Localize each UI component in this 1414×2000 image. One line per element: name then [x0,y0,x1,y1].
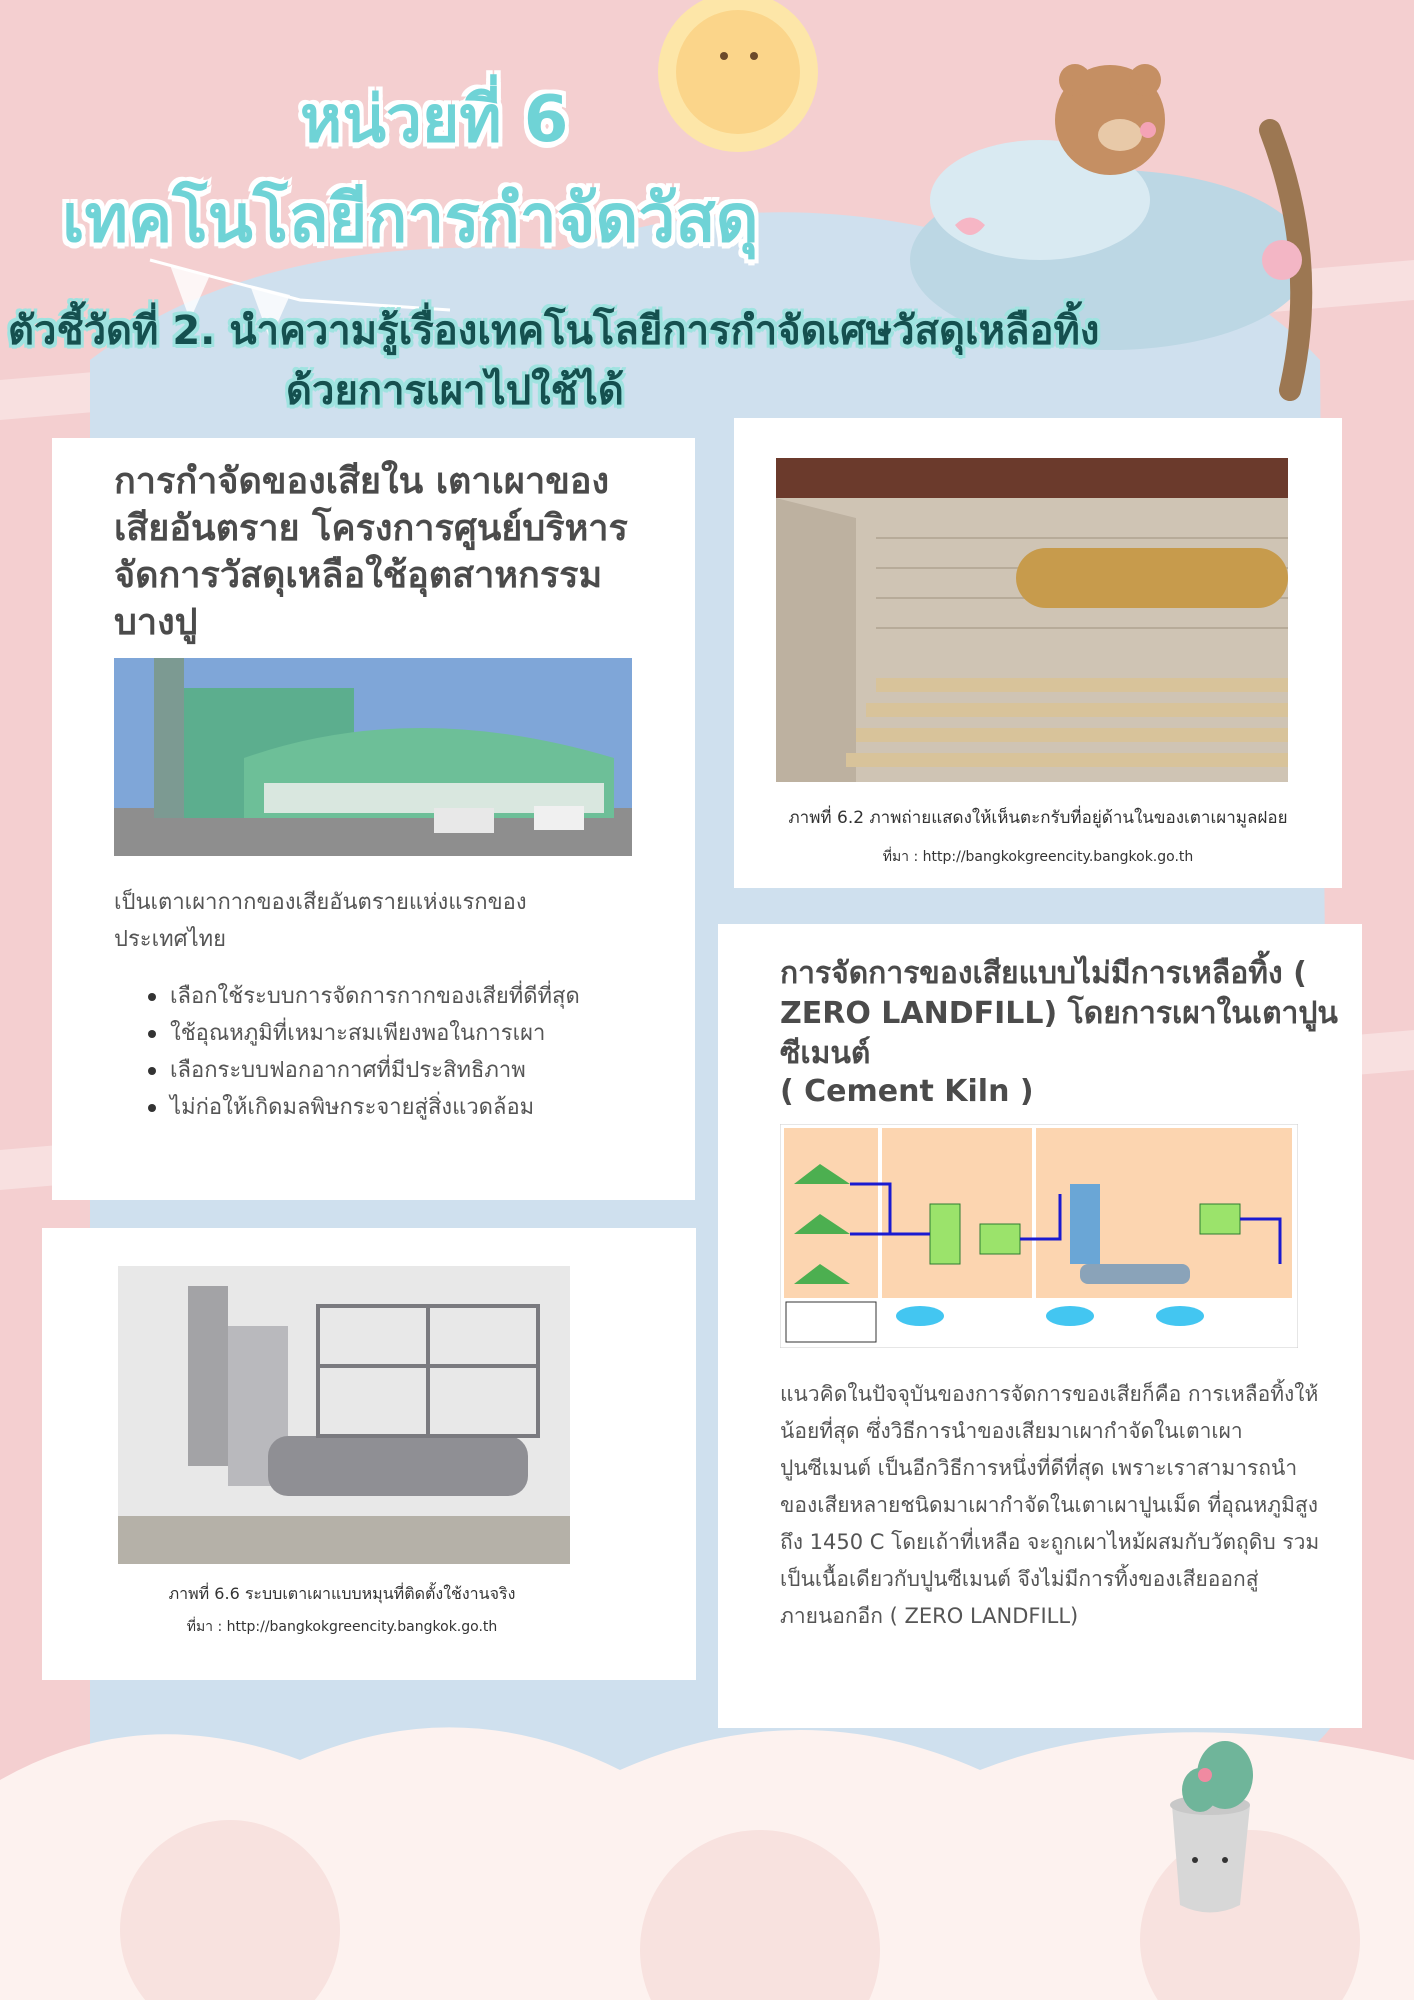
unit-title: หน่วยที่ 6 [300,83,569,157]
bangpu-heading: การกำจัดของเสียใน เตาเผาของเสียอันตราย โครงการศูนย์บริหารจัดการวัสดุเหลือใช้อุตสาหกรรม บางปู [114,461,628,643]
cement-kiln-panel [718,924,1362,1728]
bullet-text: เลือกใช้ระบบการจัดการกากของเสียที่ดีที่สุด [170,984,580,1009]
grate-source: ที่มา : http://bangkokgreencity.bangkok.go.th [882,849,1194,865]
grate-panel [734,418,1342,888]
cement-description: แนวคิดในปัจจุบันของการจัดการของเสียก็คือ การเหลือทิ้งให้น้อยที่สุด ซึ่งวิธีการนำของเสียมาเผากำจัดในเตาเผาปูนซีเมนต์ เป็นอีกวิธีการหนึ่งที่ดีที่สุด เพราะเราสามารถนำของเสียหลายชนิดมาเผากำจัดในเตาเผาปูนเม็ด ที่อุณหภูมิสูงถึง 1450 C โดยเถ้าที่เหลือ จะถูกเผาไหม้ผสมกับวัตถุดิบ รวมเป็นเนื้อเดียวกับปูนซีเมนต์ จึงไม่มีการทิ้งของเสียออกสู่ภายนอกอีก ( ZERO LANDFILL) [780,1382,1320,1628]
bullet-item [170,978,580,1015]
rotary-kiln-photo [118,1266,570,1564]
cement-process-diagram [780,1124,1298,1348]
bangpu-panel [52,438,695,1200]
grate-caption: ภาพที่ 6.2 ภาพถ่ายแสดงให้เห็นตะกรับที่อยู่ด้านในของเตาเผามูลฝอย [788,808,1288,828]
bullet-item [170,1052,580,1089]
bangpu-facility-photo [114,658,632,856]
bangpu-description: เป็นเตาเผากากของเสียอันตรายแห่งแรกของประเทศไทย [114,890,527,952]
rotary-kiln-caption: ภาพที่ 6.6 ระบบเตาเผาแบบหมุนที่ติดตั้งใช้งานจริง [168,1584,516,1603]
unit-subject: เทคโนโลยีการกำจัดวัสดุ [62,180,759,257]
bullet-item [170,1089,580,1126]
bullet-text: ใช้อุณหภูมิที่เหมาะสมเพียงพอในการเผา [170,1021,546,1046]
cement-heading-en: ( Cement Kiln ) [780,1074,1034,1109]
incinerator-grate-photo [776,458,1288,782]
bangpu-bullet-list [170,978,580,1126]
rotary-kiln-source: ที่มา : http://bangkokgreencity.bangkok.go.th [186,1619,498,1635]
bullet-text: เลือกระบบฟอกอากาศที่มีประสิทธิภาพ [170,1058,526,1083]
bullet-text: ไม่ก่อให้เกิดมลพิษกระจายสู่สิ่งแวดล้อม [170,1095,535,1120]
cement-heading: การจัดการของเสียแบบไม่มีการเหลือทิ้ง ( ZERO LANDFILL) โดยการเผาในเตาปูนซีเมนต์ [780,956,1338,1071]
indicator-line-1: ตัวชี้วัดที่ 2. นำความรู้เรื่องเทคโนโลยีการกำจัดเศษวัสดุเหลือทิ้ง [8,308,1100,354]
indicator-line-2: ด้วยการเผาไปใช้ได้ [286,368,624,414]
rotary-kiln-panel [42,1228,696,1680]
bullet-item [170,1015,580,1052]
